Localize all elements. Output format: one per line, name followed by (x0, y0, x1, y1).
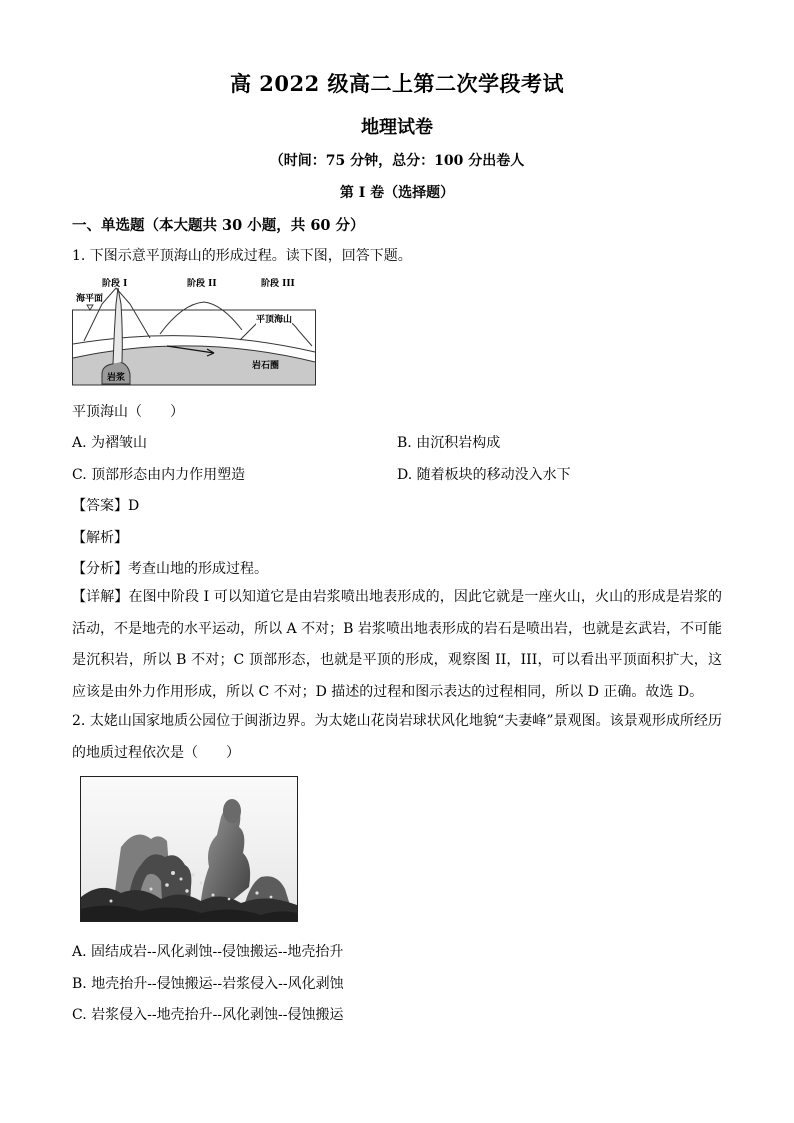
magma-label: 岩浆 (107, 373, 126, 383)
exam-info: （时间：75 分钟，总分：100 分出卷人 (269, 153, 525, 169)
answer: 【答案】D (72, 498, 140, 514)
detail-paragraph: 【详解】在图中阶段 I 可以知道它是由岩浆喷出地表形成的，因此它就是一座火山，火山的形成是岩浆的活动，不是地壳的水平运动，所以 A 不对；B 岩浆喷出地表形成的岩石是喷出岩，也就是玄武岩，不可能是沉积岩，所以 B 不对；C 顶部形态，也就是平顶的形成，观察图 II，III，可以看出平顶面积扩大，这应该是由外力作用形成，所以 C 不对；D 描述的过程和图示表达的过程相同，所以 D 正确。故选 D。 (72, 589, 722, 700)
part-title: 第 I 卷（选择题） (339, 185, 455, 201)
question-1-stem: 1. 下图示意平顶海山的形成过程。读下图，回答下题。 (72, 248, 412, 264)
option-b[interactable]: B. 由沉积岩构成 (397, 435, 501, 451)
subject-title: 地理试卷 (361, 117, 433, 138)
option-d[interactable]: D. 随着板块的移动没入水下 (397, 467, 571, 483)
stage-1-label: 阶段 I (102, 279, 128, 289)
section-heading: 一、单选题（本大题共 30 小题，共 60 分） (72, 217, 365, 234)
seamount-diagram (72, 274, 318, 386)
analysis-label: 【解析】 (72, 530, 128, 546)
q2-option-b[interactable]: B. 地壳抬升--侵蚀搬运--岩浆侵入--风化剥蚀 (72, 976, 344, 992)
question-1-prompt: 平顶海山（ ） (72, 404, 184, 420)
question-2-stem: 2. 太姥山国家地质公园位于闽浙边界。为太姥山花岗岩球状风化地貌“夫妻峰”景观图。该景观形成所经历的地质过程依次是（ ） (72, 713, 722, 761)
sea-level-label: 海平面 (76, 294, 104, 304)
lithosphere-label: 岩石圈 (252, 361, 280, 371)
granite-landscape-photo (80, 776, 298, 922)
stage-2-label: 阶段 II (187, 279, 217, 289)
exam-title: 高 2022 级高二上第二次学段考试 (229, 71, 565, 96)
analysis-text: 【分析】考查山地的形成过程。 (72, 561, 268, 577)
q2-option-a[interactable]: A. 固结成岩--风化剥蚀--侵蚀搬运--地壳抬升 (72, 944, 344, 960)
q2-option-c[interactable]: C. 岩浆侵入--地壳抬升--风化剥蚀--侵蚀搬运 (72, 1007, 344, 1023)
stage-3-label: 阶段 III (261, 279, 295, 289)
option-a[interactable]: A. 为褶皱山 (72, 435, 148, 451)
option-c[interactable]: C. 顶部形态由内力作用塑造 (72, 467, 246, 483)
seamount-label: 平顶海山 (256, 312, 292, 325)
